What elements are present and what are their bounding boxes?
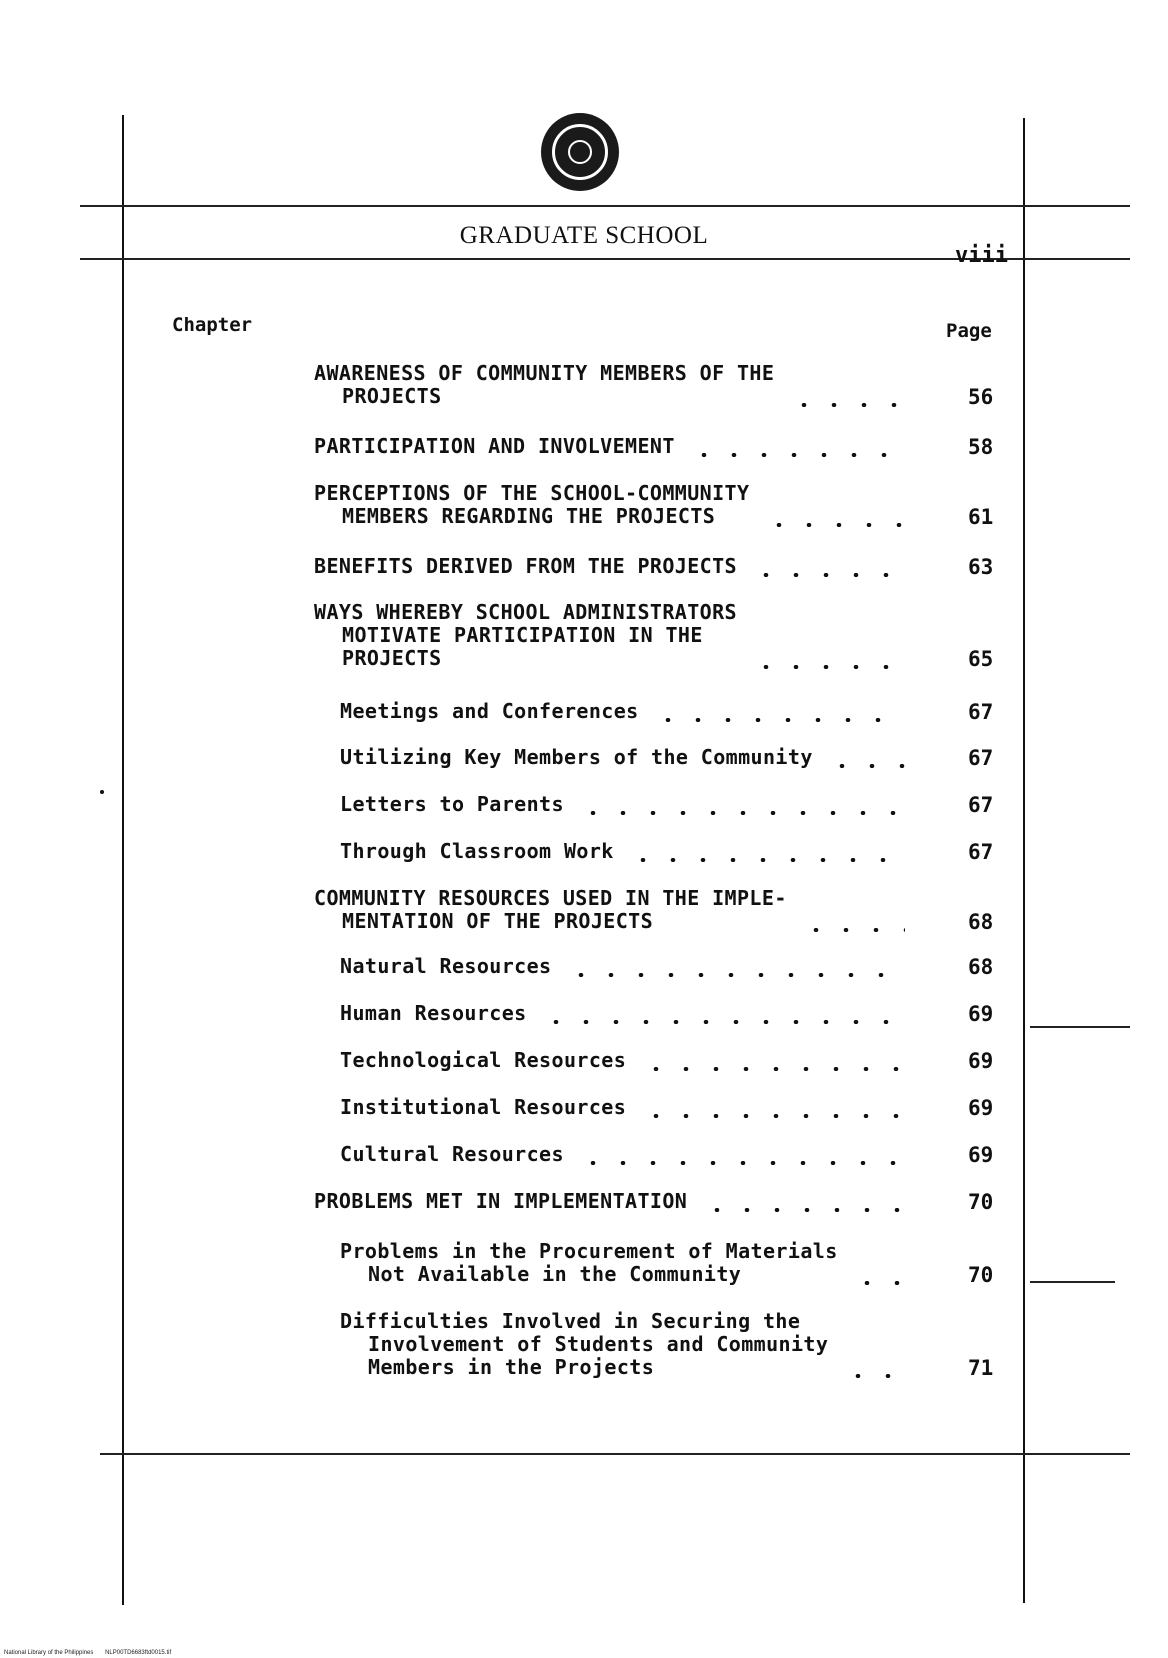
leader-dots [578,1161,905,1165]
toc-entry-line: Meetings and Conferences [340,699,639,723]
toc-entry-line: Members in the Projects [368,1355,655,1379]
toc-entry-line: PROJECTS [342,646,442,670]
leader-dots [852,1281,905,1285]
toc-entry-page: 67 [968,793,994,817]
toc-entry-page: 58 [968,435,994,459]
left-margin-line [122,115,124,1605]
college-seal-logo [541,113,619,191]
leader-dots [801,928,905,932]
leader-dots [843,1374,905,1378]
toc-entry-line: Institutional Resources [340,1095,627,1119]
toc-entry [340,1049,626,1072]
toc-entry-line: WAYS WHEREBY SCHOOL ADMINISTRATORS [314,600,737,624]
leader-dots [653,718,905,722]
toc-entry [340,955,552,978]
scan-footer [4,1650,171,1656]
toc-entry [340,1002,527,1025]
leader-dots [702,1208,905,1212]
toc-entry-line: Cultural Resources [340,1142,564,1166]
toc-entry-page: 61 [968,505,994,529]
leader-dots [689,453,905,457]
leader-dots [541,1020,905,1024]
scan-footer-file: NLP00TD6683ftd0015.tif [105,1650,172,1656]
leader-dots [566,973,905,977]
toc-entry-page: 67 [968,840,994,864]
footer-rule [100,1453,1130,1455]
toc-entry-line: Difficulties Involved in Securing the [340,1309,801,1333]
toc-entry [340,1240,838,1286]
toc-entry [340,700,639,723]
toc-entry-page: 69 [968,1096,994,1120]
toc-entry-page: 68 [968,955,994,979]
toc-entry-line: AWARENESS OF COMMUNITY MEMBERS OF THE [314,361,775,385]
toc-entry [340,793,564,816]
toc-entry-line: Utilizing Key Members of the Community [340,745,813,769]
page-speck [100,790,104,794]
toc-entry-page: 65 [968,647,994,671]
header-title: GRADUATE SCHOOL [459,222,709,249]
toc-entry-line: Through Classroom Work [340,839,614,863]
leader-dots [751,573,905,577]
leader-dots [764,523,905,527]
chapter-column-heading: Chapter [172,314,253,336]
leader-dots [641,1114,905,1118]
toc-entry [314,555,737,578]
toc-entry-page: 67 [968,700,994,724]
toc-entry-line: Natural Resources [340,954,552,978]
toc-entry-line: Human Resources [340,1001,527,1025]
toc-entry-page: 56 [968,385,994,409]
toc-entry [340,840,614,863]
right-margin-line [1023,118,1025,1603]
toc-entry [314,482,749,528]
leader-dots [751,665,905,669]
scan-footer-library: National Library of the Philippines [4,1650,94,1656]
toc-entry [314,601,737,670]
toc-entry-line: Technological Resources [340,1048,627,1072]
toc-entry-page: 67 [968,746,994,770]
toc-entry-page: 69 [968,1002,994,1026]
toc-entry [340,1096,626,1119]
toc-entry-line: PROJECTS [342,384,442,408]
toc-entry [314,887,787,933]
toc-entry-page: 69 [968,1049,994,1073]
toc-entry-line: COMMUNITY RESOURCES USED IN THE IMPLE- [314,886,787,910]
toc-entry-page: 69 [968,1143,994,1167]
leader-dots [628,858,905,862]
toc-entry-line: Involvement of Students and Community [368,1332,829,1356]
edge-mark-2 [1030,1281,1115,1283]
toc-entry [314,435,675,458]
edge-mark-1 [1030,1026,1130,1028]
toc-entry [340,1143,564,1166]
toc-entry-line: Problems in the Procurement of Materials [340,1239,838,1263]
toc-entry-line: Letters to Parents [340,792,564,816]
toc-entry-line: Not Available in the Community [368,1262,742,1286]
toc-entry-line: MENTATION OF THE PROJECTS [342,909,654,933]
toc-entry [340,746,813,769]
toc-entry-line: BENEFITS DERIVED FROM THE PROJECTS [314,554,737,578]
toc-entry-page: 63 [968,555,994,579]
header-top-rule [80,205,1130,207]
toc-entry-page: 68 [968,910,994,934]
page-column-heading: Page [946,320,992,342]
toc-entry [314,1190,687,1213]
toc-entry [340,1310,828,1379]
toc-entry-line: MEMBERS REGARDING THE PROJECTS [342,504,716,528]
toc-entry [314,362,774,408]
toc-entry-page: 71 [968,1356,994,1380]
leader-dots [578,811,905,815]
leader-dots [827,764,905,768]
leader-dots [789,403,905,407]
toc-entry-line: PARTICIPATION AND INVOLVEMENT [314,434,675,458]
toc-entry-line: PROBLEMS MET IN IMPLEMENTATION [314,1189,688,1213]
page-number: viii [955,243,1008,268]
toc-entry-line: MOTIVATE PARTICIPATION IN THE [342,623,703,647]
leader-dots [641,1067,905,1071]
toc-entry-page: 70 [968,1190,994,1214]
toc-entry-line: PERCEPTIONS OF THE SCHOOL-COMMUNITY [314,481,750,505]
toc-entry-page: 70 [968,1263,994,1287]
